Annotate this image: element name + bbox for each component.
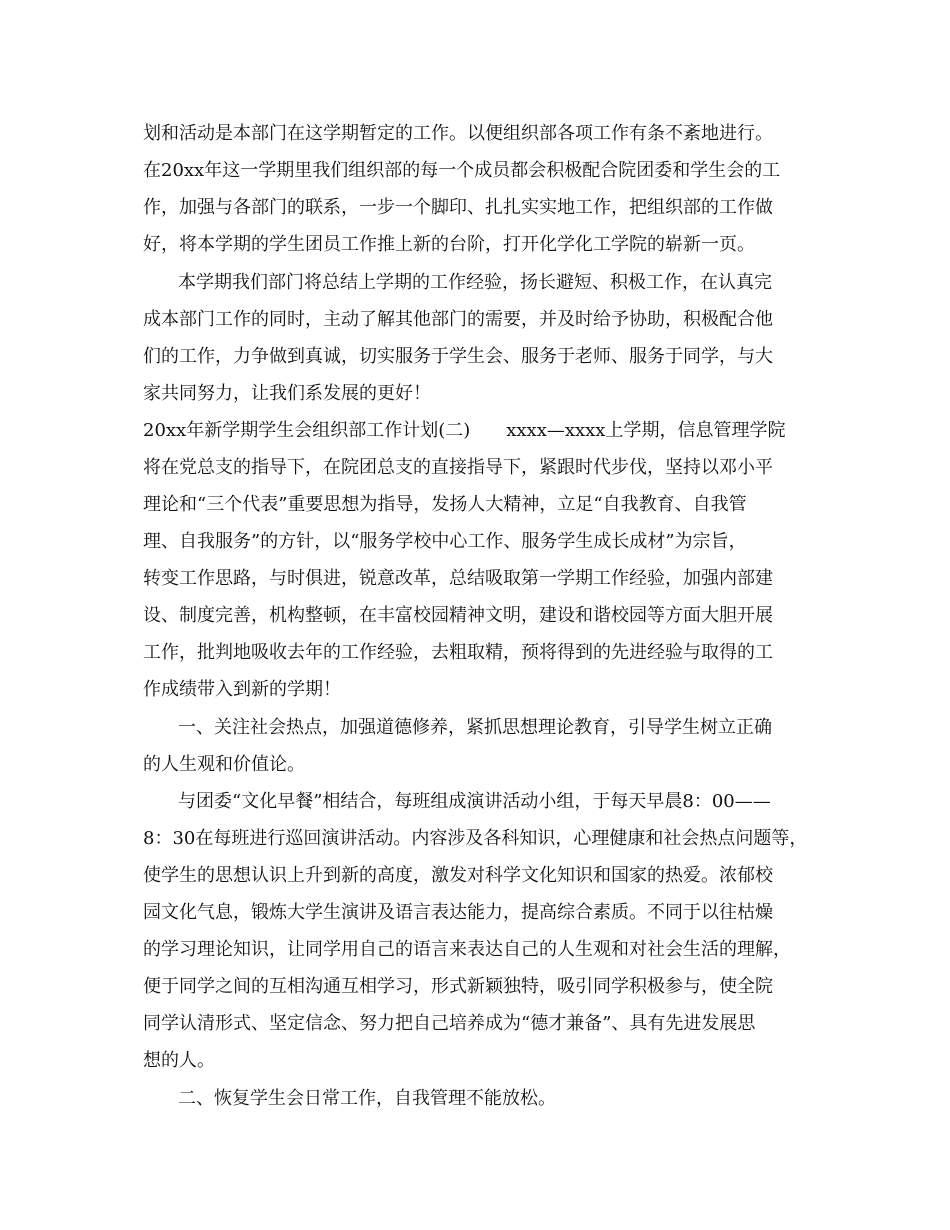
text-line: 园文化气息，锻炼大学生演讲及语言表达能力，提高综合素质。不同于以往枯燥 [143, 902, 773, 923]
text-line: 好，将本学期的学生团员工作推上新的台阶，打开化学化工学院的崭新一页。 [143, 234, 755, 255]
text-line: 的人生观和价值论。 [143, 754, 305, 775]
text-line: 便于同学之间的互相沟通互相学习，形式新颖独特，吸引同学积极参与，使全院 [143, 976, 773, 997]
text-line: 转变工作思路，与时俱进，锐意改革，总结吸取第一学期工作经验，加强内部建 [143, 568, 773, 589]
text-line: 想的人。 [143, 1050, 215, 1071]
text-line: 一、关注社会热点，加强道德修养，紧抓思想理论教育，引导学生树立正确 [178, 717, 772, 738]
text-line: 们的工作，力争做到真诚，切实服务于学生会、服务于老师、服务于同学，与大 [143, 346, 773, 367]
text-line: 设、制度完善，机构整顿，在丰富校园精神文明，建设和谐校园等方面大胆开展 [143, 605, 773, 626]
text-line: 与团委“文化早餐”相结合，每班组成演讲活动小组，于每天早晨8：00—— [178, 791, 771, 812]
text-line: 同学认清形式、坚定信念、努力把自己培养成为“德才兼备”、具有先进发展思 [143, 1013, 756, 1034]
text-line: 8：30在每班进行巡回演讲活动。内容涉及各科知识，心理健康和社会热点问题等， [143, 828, 808, 849]
text-line: 本学期我们部门将总结上学期的工作经验，扬长避短、积极工作，在认真完 [178, 272, 772, 293]
text-line: 的学习理论知识，让同学用自己的语言来表达自己的人生观和对社会生活的理解， [143, 939, 791, 960]
text-line: 划和活动是本部门在这学期暂定的工作。以便组织部各项工作有条不紊地进行。 [143, 123, 773, 144]
text-line: 成本部门工作的同时，主动了解其他部门的需要，并及时给予协助，积极配合他 [143, 309, 773, 330]
text-line: 理、自我服务”的方针，以“服务学校中心工作、服务学生成长成材”为宗旨， [143, 531, 747, 552]
text-line: 将在党总支的指导下，在院团总支的直接指导下，紧跟时代步伐，坚持以邓小平 [143, 457, 773, 478]
text-line: 家共同努力，让我们系发展的更好！ [143, 383, 431, 404]
text-line: 作成绩带入到新的学期！ [143, 679, 341, 700]
text-line: 使学生的思想认识上升到新的高度，激发对科学文化知识和国家的热爱。浓郁校 [143, 865, 773, 886]
text-line: 理论和“三个代表”重要思想为指导，发扬人大精神，立足“自我教育、自我管 [143, 494, 747, 515]
text-line: 20xx年新学期学生会组织部工作计划(二) xxxx—xxxx上学期，信息管理学院 [143, 420, 786, 441]
text-line: 作，加强与各部门的联系，一步一个脚印、扎扎实实地工作，把组织部的工作做 [143, 197, 773, 218]
text-line: 二、恢复学生会日常工作，自我管理不能放松。 [178, 1088, 556, 1109]
text-line: 工作，批判地吸收去年的工作经验，去粗取精，预将得到的先进经验与取得的工 [143, 642, 773, 663]
text-line: 在20xx年这一学期里我们组织部的每一个成员都会积极配合院团委和学生会的工 [143, 160, 781, 181]
